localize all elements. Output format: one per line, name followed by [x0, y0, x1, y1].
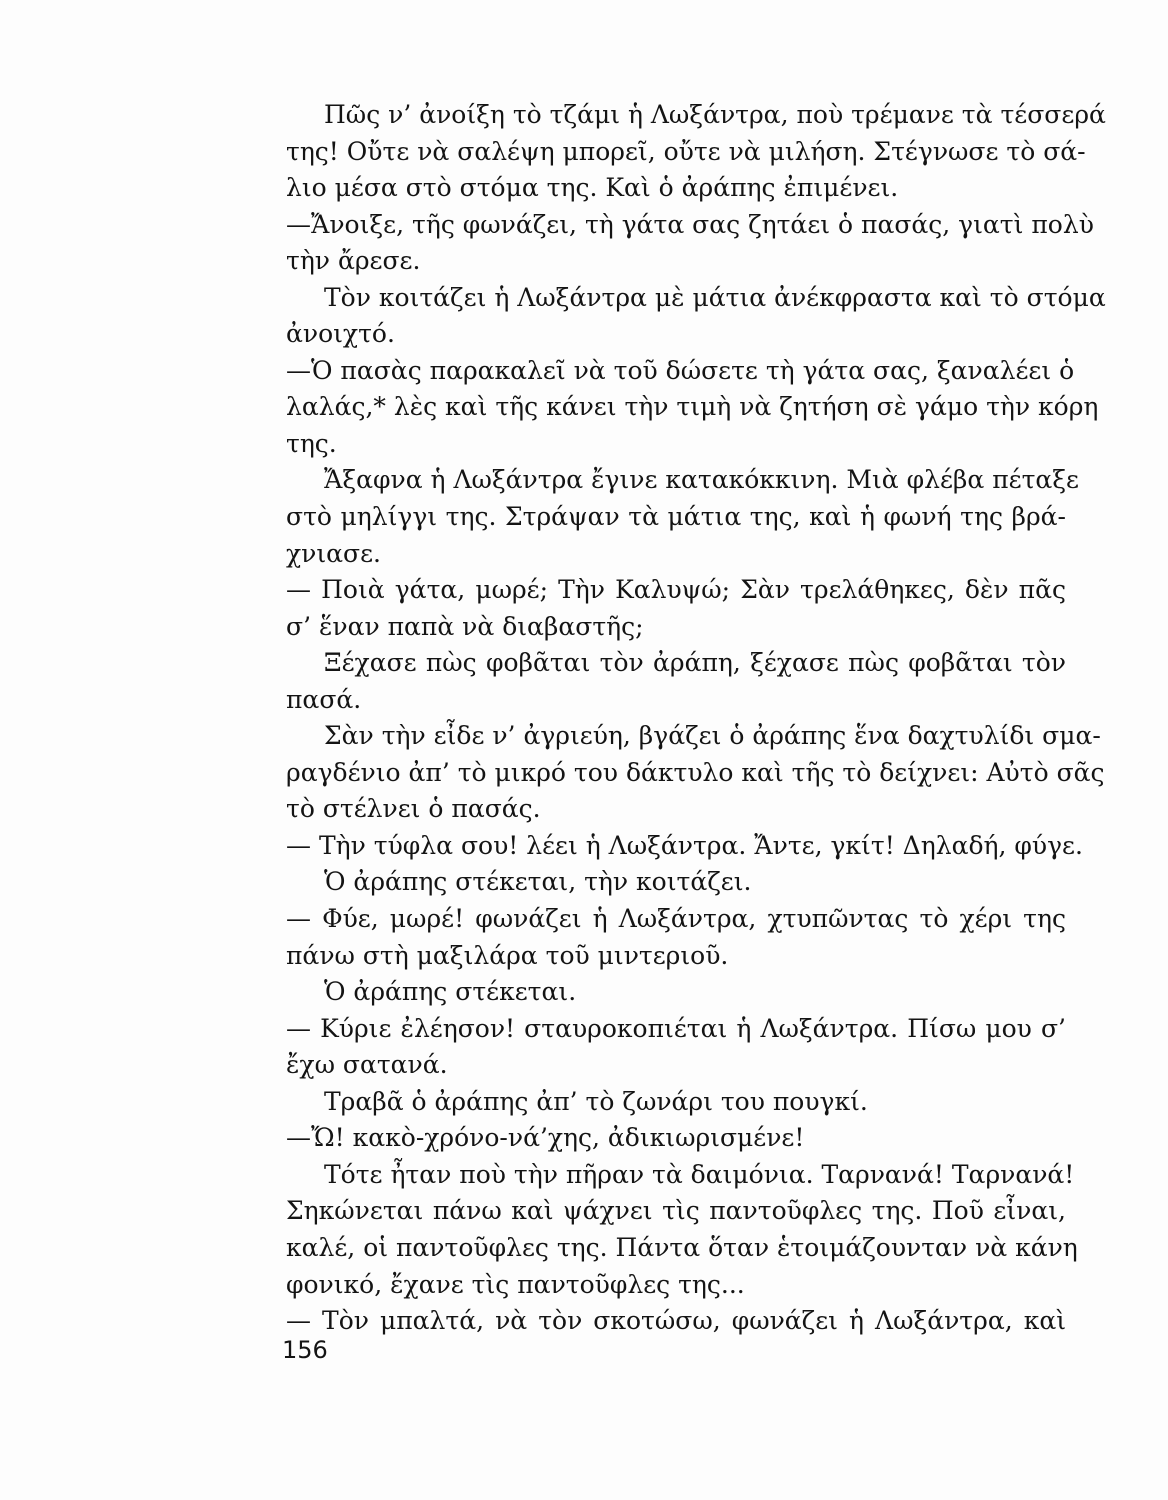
text-line: τὸ στέλνει ὁ πασάς. — [286, 794, 541, 824]
text-line: σ’ ἕναν παπὰ νὰ διαβαστῆς; — [286, 611, 644, 641]
text-line: ἀνοιχτό. — [286, 319, 395, 349]
text-line: — Τὴν τύφλα σου! λέει ἡ Λωξάντρα. Ἄντε, γκίτ! Δηλαδή, φύγε. — [286, 830, 1083, 860]
text-line: —Ὤ! κακὸ-χρόνο-νά’χης, ἀδικιωρισμένε! — [286, 1123, 805, 1153]
text-line: Πῶς ν’ ἀνοίξη τὸ τζάμι ἡ Λωξάντρα, ποὺ τρέμανε τὰ τέσσερά — [324, 100, 1106, 129]
text-line: πάνω στὴ μαξιλάρα τοῦ μιντεριοῦ. — [286, 940, 729, 970]
text-line: καλέ, οἱ παντοῦφλες της. Πάντα ὅταν ἑτοιμάζουνταν νὰ κάνη — [286, 1232, 1078, 1262]
text-line: Ξέχασε πὼς φοβᾶται τὸν ἀράπη, ξέχασε πὼς φοβᾶται τὸν — [324, 648, 1066, 678]
text-line: Σὰν τὴν εἶδε ν’ ἀγριεύη, βγάζει ὁ ἀράπης ἕνα δαχτυλίδι σμα- — [324, 721, 1101, 751]
text-line: Ὁ ἀράπης στέκεται. — [324, 977, 577, 1007]
text-line: ἔχω σατανά. — [286, 1050, 448, 1080]
text-line: της! Οὔτε νὰ σαλέψη μπορεῖ, οὔτε νὰ μιλήση. Στέγνωσε τὸ σά- — [286, 136, 1086, 166]
text-line: Ὁ ἀράπης στέκεται, τὴν κοιτάζει. — [324, 867, 752, 897]
text-line: — Ποιὰ γάτα, μωρέ; Τὴν Καλυψώ; Σὰν τρελάθηκες, δὲν πᾶς — [286, 575, 1066, 605]
text-line: Τραβᾶ ὁ ἀράπης ἀπ’ τὸ ζωνάρι του πουγκί. — [324, 1086, 868, 1116]
text-line: — Κύριε ἐλέησον! σταυροκοπιέται ἡ Λωξάντρα. Πίσω μου σ’ — [286, 1013, 1066, 1043]
text-line: φονικό, ἔχανε τὶς παντοῦφλες της... — [286, 1269, 745, 1299]
text-line: — Φύε, μωρέ! φωνάζει ἡ Λωξάντρα, χτυπῶντας τὸ χέρι της — [286, 904, 1066, 934]
page-number: 156 — [282, 1336, 328, 1364]
text-line: Ἄξαφνα ἡ Λωξάντρα ἔγινε κατακόκκινη. Μιὰ φλέβα πέταξε — [324, 465, 1080, 495]
text-line: — Τὸν μπαλτά, νὰ τὸν σκοτώσω, φωνάζει ἡ Λωξάντρα, καὶ — [286, 1306, 1066, 1336]
text-line: Σηκώνεται πάνω καὶ ψάχνει τὶς παντοῦφλες της. Ποῦ εἶναι, — [286, 1196, 1066, 1226]
text-line: της. — [286, 428, 337, 458]
body-text — [286, 97, 1106, 1340]
text-line: —Ἄνοιξε, τῆς φωνάζει, τὴ γάτα σας ζητάει ὁ πασάς, γιατὶ πολὺ — [286, 209, 1094, 239]
text-line: λαλάς,* λὲς καὶ τῆς κάνει τὴν τιμὴ νὰ ζητήση σὲ γάμο τὴν κόρη — [286, 392, 1099, 422]
text-line: τὴν ἄρεσε. — [286, 246, 421, 276]
text-line: πασά. — [286, 684, 362, 714]
text-line: λιο μέσα στὸ στόμα της. Καὶ ὁ ἀράπης ἐπιμένει. — [286, 173, 899, 203]
text-line: Τότε ἦταν ποὺ τὴν πῆραν τὰ δαιμόνια. Ταρνανά! Ταρνανά! — [324, 1159, 1075, 1189]
text-line: χνιασε. — [286, 538, 381, 568]
text-line: στὸ μηλίγγι της. Στράψαν τὰ μάτια της, καὶ ἡ φωνή της βρά- — [286, 502, 1066, 532]
text-line: —Ὁ πασὰς παρακαλεῖ νὰ τοῦ δώσετε τὴ γάτα σας, ξαναλέει ὁ — [286, 355, 1075, 385]
text-line: ραγδένιο ἀπ’ τὸ μικρό του δάκτυλο καὶ τῆς τὸ δείχνει: Αὐτὸ σᾶς — [286, 757, 1105, 787]
text-line: Τὸν κοιτάζει ἡ Λωξάντρα μὲ μάτια ἀνέκφραστα καὶ τὸ στόμα — [324, 282, 1106, 312]
